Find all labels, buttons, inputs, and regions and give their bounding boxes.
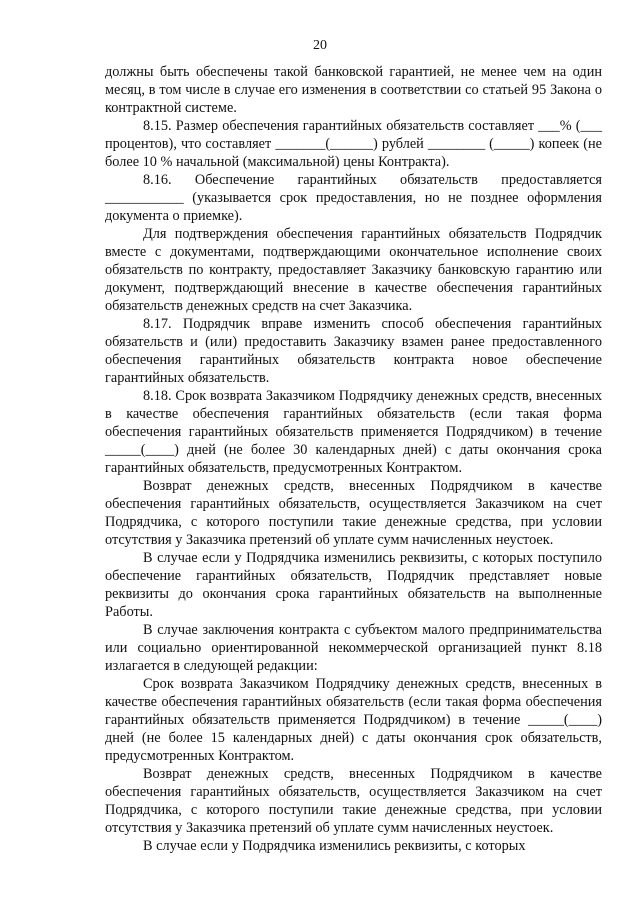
- paragraph-refund: Возврат денежных средств, внесенных Подрядчиком в качестве обеспечения гарантийных обязательств, осуществляется Заказчиком на счет Подрядчика, с которого поступили такие денежные средства, при условии отсутствия у Заказчика претензий об уплате сумм начисленных неустоек.: [105, 478, 602, 548]
- paragraph-8-17: 8.17. Подрядчик вправе изменить способ обеспечения гарантийных обязательств и (или) предоставить Заказчику взамен ранее предоставленного обеспечения гарантийных обязательств контракта новое обеспечение гарантийных обязательств.: [105, 316, 602, 386]
- paragraph-8-18-alt: Срок возврата Заказчиком Подрядчику денежных средств, внесенных в качестве обеспечения гарантийных обязательств (если такая форма обеспечения гарантийных обязательств применяется Подрядчиком) в течение _____(____) дней (не более 15 календарных дней) с даты окончания срок обязательств, предусмотренных Контрактом.: [105, 676, 602, 764]
- paragraph-8-18: 8.18. Срок возврата Заказчиком Подрядчику денежных средств, внесенных в качестве обеспечения гарантийных обязательств (если такая форма обеспечения гарантийных обязательств применяется Подрядчиком) в течение _____(____) дней (не более 30 календарных дней) с даты окончания срока гарантийных обязательств, предусмотренных Контрактом.: [105, 388, 602, 476]
- paragraph-8-15: 8.15. Размер обеспечения гарантийных обязательств составляет ___% (___ процентов), что составляет _______(______) рублей ________ (_____) копеек (не более 10 % начальной (максимальной) цены Контракта).: [105, 118, 602, 170]
- paragraph-continuation: должны быть обеспечены такой банковской гарантией, не менее чем на один месяц, в том числе в случае его изменения в соответствии со статьей 95 Закона о контрактной системе.: [105, 64, 602, 116]
- paragraph-refund-alt: Возврат денежных средств, внесенных Подрядчиком в качестве обеспечения гарантийных обязательств, осуществляется Заказчиком на счет Подрядчика, с которого поступили такие денежные средства, при условии отсутствия у Заказчика претензий об уплате сумм начисленных неустоек.: [105, 766, 602, 836]
- paragraph-small-business: В случае заключения контракта с субъектом малого предпринимательства или социально ориентированной некоммерческой организацией пункт 8.18 излагается в следующей редакции:: [105, 622, 602, 674]
- paragraph-requisites-change: В случае если у Подрядчика изменились реквизиты, с которых поступило обеспечение гарантийных обязательств, Подрядчик представляет новые реквизиты до окончания срока гарантийных обязательств на выполненные Работы.: [105, 550, 602, 620]
- paragraph-requisites-change-alt: В случае если у Подрядчика изменились реквизиты, с которых: [143, 838, 526, 854]
- paragraph-8-16: 8.16. Обеспечение гарантийных обязательств предоставляется ___________ (указывается срок предоставления, но не позднее оформления документа о приемке).: [105, 172, 602, 224]
- document-body: [105, 63, 602, 855]
- paragraph-guarantee-confirmation: Для подтверждения обеспечения гарантийных обязательств Подрядчик вместе с документами, подтверждающими окончательное исполнение своих обязательств по контракту, предоставляет Заказчику банковскую гарантию или документ, подтверждающий внесение в качестве обеспечения гарантийных обязательств денежных средств на счет Заказчика.: [105, 226, 602, 314]
- page-number: 20: [313, 38, 327, 53]
